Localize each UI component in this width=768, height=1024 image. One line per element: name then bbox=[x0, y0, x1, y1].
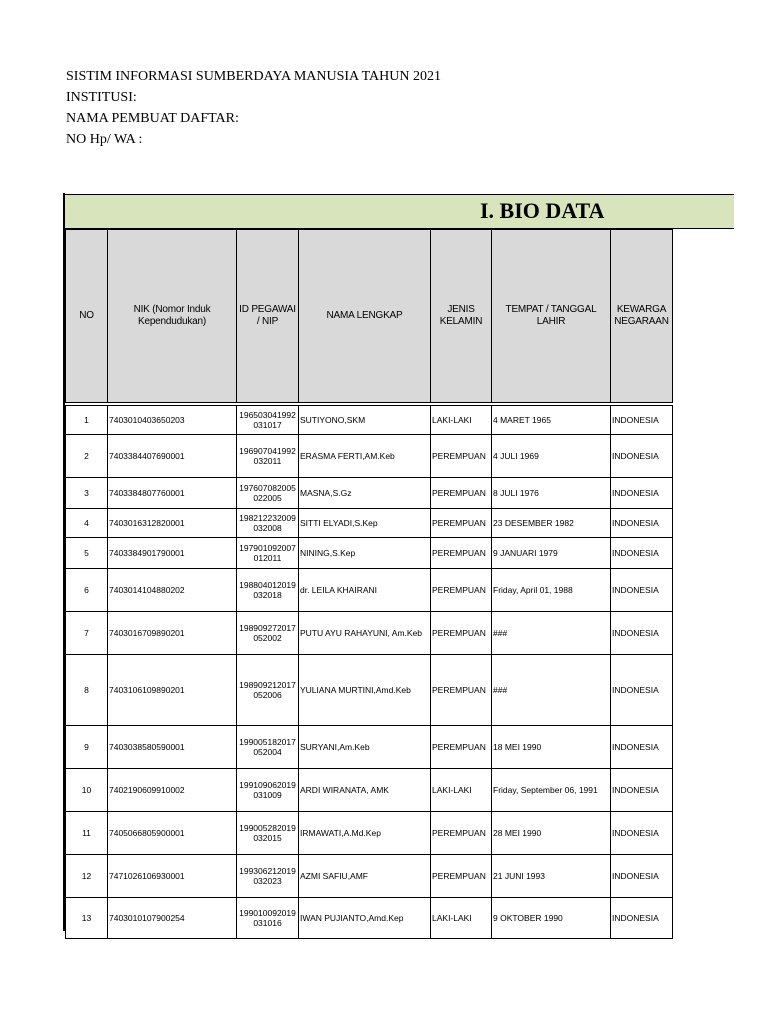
cell-no: 5 bbox=[66, 538, 108, 569]
cell-nama: NINING,S.Kep bbox=[299, 538, 431, 569]
cell-kewarganegaraan: INDONESIA bbox=[611, 769, 673, 812]
cell-nik: 7405066805900001 bbox=[108, 812, 237, 855]
cell-nik: 7402190609910002 bbox=[108, 769, 237, 812]
cell-nip: 199010092019031016 bbox=[237, 898, 299, 939]
cell-kewarganegaraan: INDONESIA bbox=[611, 406, 673, 435]
table-row bbox=[66, 435, 673, 478]
cell-nik: 7403016709890201 bbox=[108, 612, 237, 655]
cell-jenis-kelamin: PEREMPUAN bbox=[431, 435, 492, 478]
col-header-nama: NAMA LENGKAP bbox=[299, 230, 431, 403]
table-row bbox=[66, 655, 673, 726]
cell-jenis-kelamin: LAKI-LAKI bbox=[431, 898, 492, 939]
table-row bbox=[66, 538, 673, 569]
cell-no: 7 bbox=[66, 612, 108, 655]
col-header-jenis-kelamin: JENIS KELAMIN bbox=[431, 230, 492, 403]
cell-jenis-kelamin: PEREMPUAN bbox=[431, 655, 492, 726]
col-header-nip: ID PEGAWAI / NIP bbox=[237, 230, 299, 403]
cell-kewarganegaraan: INDONESIA bbox=[611, 726, 673, 769]
cell-nip: 198909212017052006 bbox=[237, 655, 299, 726]
cell-ttl: Friday, April 01, 1988 bbox=[492, 569, 611, 612]
cell-nik: 7403384407690001 bbox=[108, 435, 237, 478]
table-row bbox=[66, 509, 673, 538]
header-system-title: SISTIM INFORMASI SUMBERDAYA MANUSIA TAHUN 2021 bbox=[66, 69, 441, 84]
cell-nik: 7403384807760001 bbox=[108, 478, 237, 509]
cell-nip: 199109062019031009 bbox=[237, 769, 299, 812]
header-institution: INSTITUSI: bbox=[66, 90, 137, 105]
section-title: I. BIO DATA bbox=[480, 198, 605, 223]
cell-nip: 198804012019032018 bbox=[237, 569, 299, 612]
cell-nama: SITTI ELYADI,S.Kep bbox=[299, 509, 431, 538]
table-row bbox=[66, 812, 673, 855]
cell-nik: 7403016312820001 bbox=[108, 509, 237, 538]
cell-ttl: ### bbox=[492, 655, 611, 726]
cell-nik: 7403106109890201 bbox=[108, 655, 237, 726]
cell-kewarganegaraan: INDONESIA bbox=[611, 538, 673, 569]
cell-nama: SUTIYONO,SKM bbox=[299, 406, 431, 435]
cell-jenis-kelamin: PEREMPUAN bbox=[431, 812, 492, 855]
cell-no: 10 bbox=[66, 769, 108, 812]
cell-jenis-kelamin: LAKI-LAKI bbox=[431, 406, 492, 435]
cell-kewarganegaraan: INDONESIA bbox=[611, 612, 673, 655]
cell-ttl: 4 JULI 1969 bbox=[492, 435, 611, 478]
cell-ttl: 18 MEI 1990 bbox=[492, 726, 611, 769]
cell-jenis-kelamin: PEREMPUAN bbox=[431, 509, 492, 538]
cell-nama: PUTU AYU RAHAYUNI, Am.Keb bbox=[299, 612, 431, 655]
cell-nik: 7403010107900254 bbox=[108, 898, 237, 939]
cell-ttl: 9 JANUARI 1979 bbox=[492, 538, 611, 569]
cell-kewarganegaraan: INDONESIA bbox=[611, 569, 673, 612]
table-header-row bbox=[66, 230, 673, 403]
cell-no: 6 bbox=[66, 569, 108, 612]
col-header-ttl: TEMPAT / TANGGAL LAHIR bbox=[492, 230, 611, 403]
cell-nip: 199005282019032015 bbox=[237, 812, 299, 855]
cell-jenis-kelamin: PEREMPUAN bbox=[431, 726, 492, 769]
cell-nik: 7471026106930001 bbox=[108, 855, 237, 898]
cell-jenis-kelamin: PEREMPUAN bbox=[431, 855, 492, 898]
cell-kewarganegaraan: INDONESIA bbox=[611, 655, 673, 726]
cell-no: 2 bbox=[66, 435, 108, 478]
table-row bbox=[66, 855, 673, 898]
table-row bbox=[66, 769, 673, 812]
table-row bbox=[66, 478, 673, 509]
cell-nik: 7403038580590001 bbox=[108, 726, 237, 769]
cell-nip: 199306212019032023 bbox=[237, 855, 299, 898]
cell-ttl: 28 MEI 1990 bbox=[492, 812, 611, 855]
cell-ttl: 4 MARET 1965 bbox=[492, 406, 611, 435]
cell-ttl: 21 JUNI 1993 bbox=[492, 855, 611, 898]
cell-nama: SURYANI,Am.Keb bbox=[299, 726, 431, 769]
cell-kewarganegaraan: INDONESIA bbox=[611, 478, 673, 509]
cell-nama: AZMI SAFIU,AMF bbox=[299, 855, 431, 898]
table-row bbox=[66, 726, 673, 769]
cell-nama: IWAN PUJIANTO,Amd.Kep bbox=[299, 898, 431, 939]
header-compiler-name: NAMA PEMBUAT DAFTAR: bbox=[66, 111, 239, 126]
bio-data-table bbox=[65, 229, 673, 939]
cell-nama: ARDI WIRANATA, AMK bbox=[299, 769, 431, 812]
cell-no: 4 bbox=[66, 509, 108, 538]
cell-ttl: ### bbox=[492, 612, 611, 655]
cell-jenis-kelamin: PEREMPUAN bbox=[431, 612, 492, 655]
col-header-nik: NIK (Nomor Induk Kependudukan) bbox=[108, 230, 237, 403]
cell-no: 11 bbox=[66, 812, 108, 855]
cell-nip: 196503041992031017 bbox=[237, 406, 299, 435]
table-row bbox=[66, 898, 673, 939]
cell-nip: 196907041992032011 bbox=[237, 435, 299, 478]
cell-ttl: 23 DESEMBER 1982 bbox=[492, 509, 611, 538]
cell-nip: 198909272017052002 bbox=[237, 612, 299, 655]
cell-no: 13 bbox=[66, 898, 108, 939]
cell-ttl: 9 OKTOBER 1990 bbox=[492, 898, 611, 939]
cell-no: 8 bbox=[66, 655, 108, 726]
header-phone: NO Hp/ WA : bbox=[66, 132, 143, 147]
document-header bbox=[66, 66, 441, 150]
cell-jenis-kelamin: PEREMPUAN bbox=[431, 569, 492, 612]
cell-nama: dr. LEILA KHAIRANI bbox=[299, 569, 431, 612]
cell-ttl: 8 JULI 1976 bbox=[492, 478, 611, 509]
cell-jenis-kelamin: LAKI-LAKI bbox=[431, 769, 492, 812]
cell-kewarganegaraan: INDONESIA bbox=[611, 855, 673, 898]
cell-jenis-kelamin: PEREMPUAN bbox=[431, 478, 492, 509]
table-row bbox=[66, 406, 673, 435]
cell-nik: 7403014104880202 bbox=[108, 569, 237, 612]
cell-nip: 197607082005022005 bbox=[237, 478, 299, 509]
cell-no: 9 bbox=[66, 726, 108, 769]
cell-no: 3 bbox=[66, 478, 108, 509]
col-header-no: NO bbox=[66, 230, 108, 403]
cell-ttl: Friday, September 06, 1991 bbox=[492, 769, 611, 812]
cell-kewarganegaraan: INDONESIA bbox=[611, 509, 673, 538]
cell-nik: 7403010403650203 bbox=[108, 406, 237, 435]
cell-jenis-kelamin: PEREMPUAN bbox=[431, 538, 492, 569]
cell-kewarganegaraan: INDONESIA bbox=[611, 435, 673, 478]
col-header-kewarganegaraan: KEWARGA NEGARAAN bbox=[611, 230, 673, 403]
section-banner bbox=[65, 194, 734, 229]
cell-no: 1 bbox=[66, 406, 108, 435]
cell-nip: 197901092007012011 bbox=[237, 538, 299, 569]
cell-kewarganegaraan: INDONESIA bbox=[611, 812, 673, 855]
table-row bbox=[66, 612, 673, 655]
cell-nip: 198212232009032008 bbox=[237, 509, 299, 538]
cell-nama: IRMAWATI,A.Md.Kep bbox=[299, 812, 431, 855]
cell-nama: YULIANA MURTINI,Amd.Keb bbox=[299, 655, 431, 726]
cell-nik: 7403384901790001 bbox=[108, 538, 237, 569]
cell-nama: MASNA,S.Gz bbox=[299, 478, 431, 509]
cell-no: 12 bbox=[66, 855, 108, 898]
cell-nip: 199005182017052004 bbox=[237, 726, 299, 769]
cell-nama: ERASMA FERTI,AM.Keb bbox=[299, 435, 431, 478]
table-row bbox=[66, 569, 673, 612]
cell-kewarganegaraan: INDONESIA bbox=[611, 898, 673, 939]
